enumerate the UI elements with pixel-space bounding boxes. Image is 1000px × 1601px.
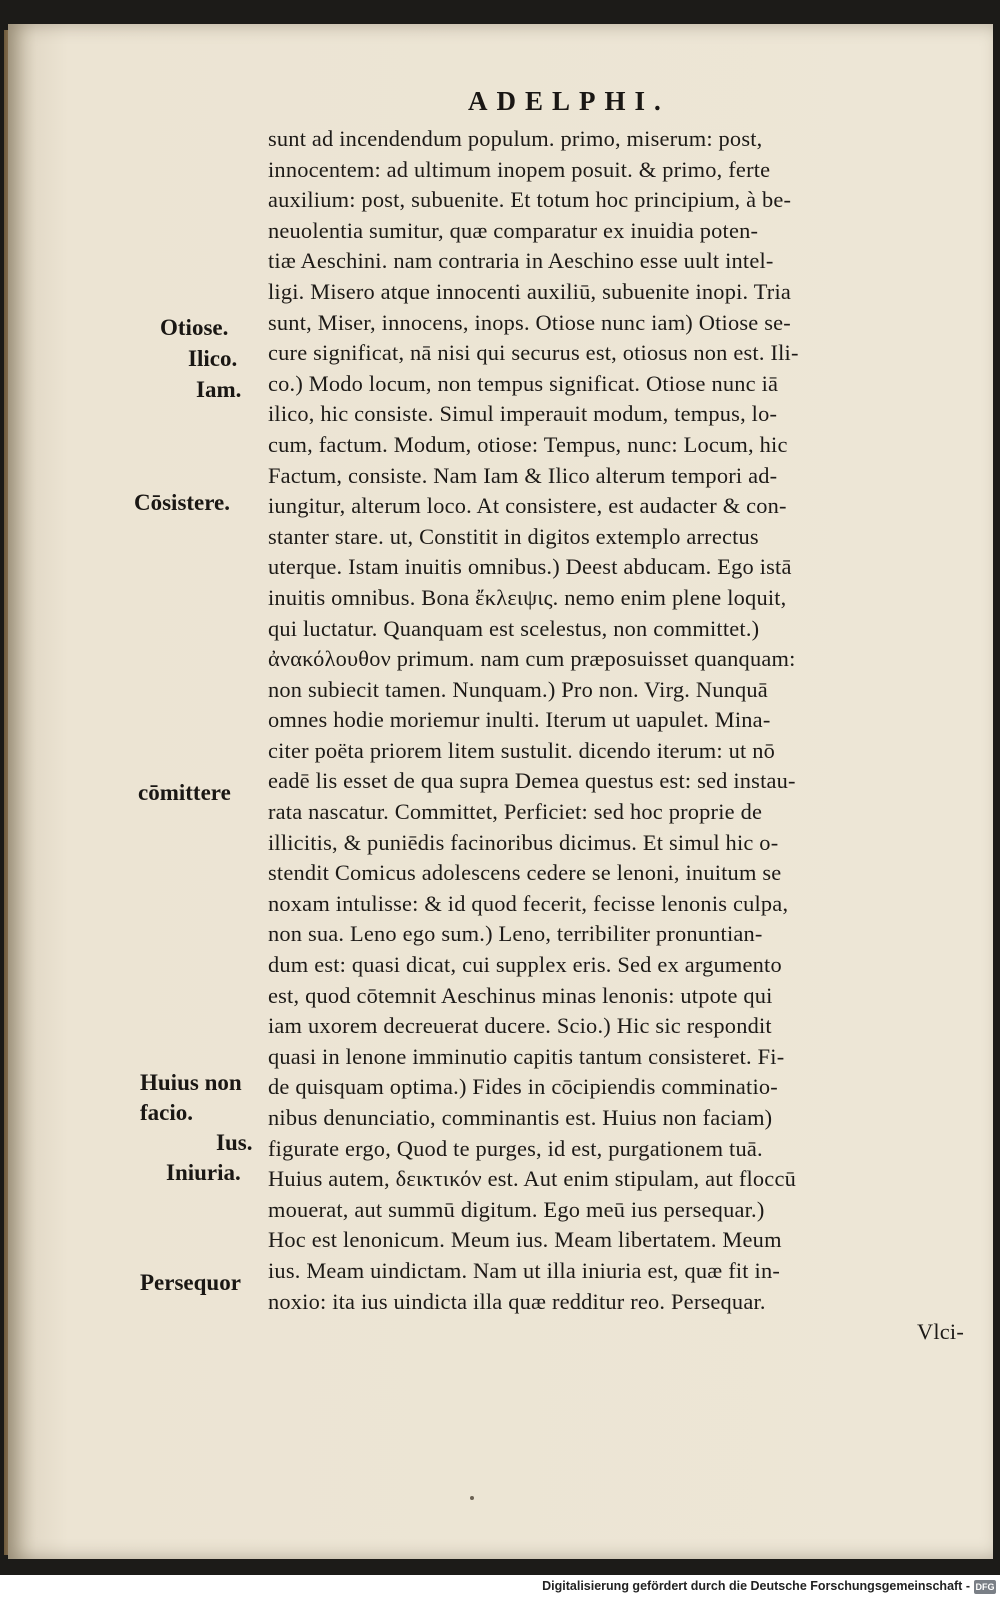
margin-note-iniuria: Iniuria. [166, 1160, 241, 1185]
text-line: cum, factum. Modum, otiose: Tempus, nunc: Locum, hic [268, 431, 788, 457]
text-line: ius. Meam uindictam. Nam ut illa iniuria est, quæ fit in- [268, 1257, 780, 1283]
margin-note-consistere: Cōsistere. [134, 490, 231, 515]
text-line: Huius autem, δεικτικόν est. Aut enim stipulam, aut floccū [268, 1166, 796, 1192]
text-line: ἀνακόλουθον primum. nam cum præposuisset quanquam: [268, 646, 796, 672]
text-line: de quisquam optima.) Fides in cōcipiendis comminatio- [268, 1074, 778, 1100]
text-line: qui luctatur. Quanquam est scelestus, non committet.) [268, 615, 760, 641]
text-line: auxilium: post, subuenite. Et totum hoc principium, à be- [268, 187, 792, 213]
text-line: illicitis, & puniēdis facinoribus dicimus. Et simul hic o- [268, 829, 779, 855]
text-line: quasi in lenone imminutio capitis tantum consisteret. Fi- [268, 1043, 785, 1069]
margin-note-ilico: Ilico. [188, 346, 238, 371]
margin-note-huius-non: Huius non [140, 1070, 242, 1095]
text-line: non subiecit tamen. Nunquam.) Pro non. Virg. Nunquā [268, 676, 768, 702]
paper-speck [470, 1496, 474, 1500]
text-line: est, quod cōtemnit Aeschinus minas lenonis: utpote qui [268, 982, 773, 1008]
text-line: stendit Comicus adolescens cedere se lenoni, inuitum se [268, 860, 782, 886]
margin-note-facio: facio. [140, 1100, 194, 1125]
text-line: citer poëta priorem litem sustulit. dicendo iterum: ut nō [268, 737, 775, 763]
footer-bar [0, 1575, 1000, 1601]
text-line: sunt, Miser, innocens, inops. Otiose nunc iam) Otiose se- [268, 309, 791, 335]
dfg-logo: DFG [975, 1582, 995, 1592]
text-line: innocentem: ad ultimum inopem posuit. & primo, ferte [268, 156, 771, 182]
text-line: mouerat, aut summū digitum. Ego meū ius persequar.) [268, 1196, 765, 1222]
text-line: figurate ergo, Quod te purges, id est, purgationem tuā. [268, 1135, 763, 1161]
text-line: ligi. Misero atque innocenti auxiliū, subuenite inopi. Tria [268, 278, 792, 304]
text-line: iungitur, alterum loco. At consistere, est audacter & con- [268, 493, 787, 519]
margin-note-iam: Iam. [196, 377, 242, 402]
text-line: rata nascatur. Committet, Perficiet: sed hoc proprie de [268, 799, 763, 825]
text-line: ilico, hic consiste. Simul imperauit modum, tempus, lo- [268, 401, 778, 427]
margin-note-otiose: Otiose. [160, 315, 229, 340]
text-line: neuolentia sumitur, quæ comparatur ex inuidia poten- [268, 217, 759, 243]
text-line: stanter stare. ut, Constitit in digitos extemplo arrectus [268, 523, 759, 549]
text-line: nibus denunciatio, comminantis est. Huius non faciam) [268, 1105, 773, 1130]
commentary-text [268, 124, 968, 1348]
text-line: noxam intulisse: & id quod fecerit, fecisse lenonis culpa, [268, 890, 789, 916]
margin-note-committere: cōmittere [138, 780, 231, 805]
text-line: eadē lis esset de qua supra Demea questus est: sed instau- [268, 768, 796, 794]
text-line: tiæ Aeschini. nam contraria in Aeschino esse uult intel- [268, 248, 774, 274]
text-line: omnes hodie moriemur inulti. Iterum ut uapulet. Mina- [268, 707, 771, 733]
text-line: sunt ad incendendum populum. primo, miserum: post, [268, 126, 763, 151]
text-line: uterque. Istam inuitis omnibus.) Deest abducam. Ego istā [268, 554, 792, 580]
catchword: Vlci- [916, 1319, 964, 1345]
margin-note-ius: Ius. [216, 1130, 253, 1155]
text-line: iam uxorem decreuerat ducere. Scio.) Hic sic respondit [268, 1013, 772, 1039]
text-line: inuitis omnibus. Bona ἔκλειψις. nemo enim plene loquit, [268, 584, 787, 610]
text-line: Hoc est lenonicum. Meum ius. Meam libertatem. Meum [268, 1227, 782, 1253]
text-line: Factum, consiste. Nam Iam & Ilico alterum tempori ad- [268, 462, 778, 488]
text-line: noxio: ita ius uindicta illa quæ redditur reo. Persequar. [268, 1288, 766, 1314]
margin-note-persequor: Persequor [140, 1270, 241, 1295]
text-line: non sua. Leno ego sum.) Leno, terribiliter pronuntian- [268, 921, 763, 947]
text-line: co.) Modo locum, non tempus significat. Otiose nunc iā [268, 370, 779, 396]
running-head: ADELPHI. [468, 86, 670, 116]
text-line: cure significat, nā nisi qui securus est, otiosus non est. Ili- [268, 340, 799, 366]
text-line: dum est: quasi dicat, cui supplex eris. Sed ex argumento [268, 952, 782, 978]
footer-credit: Digitalisierung gefördert durch die Deutsche Forschungsgemeinschaft - [542, 1579, 970, 1593]
